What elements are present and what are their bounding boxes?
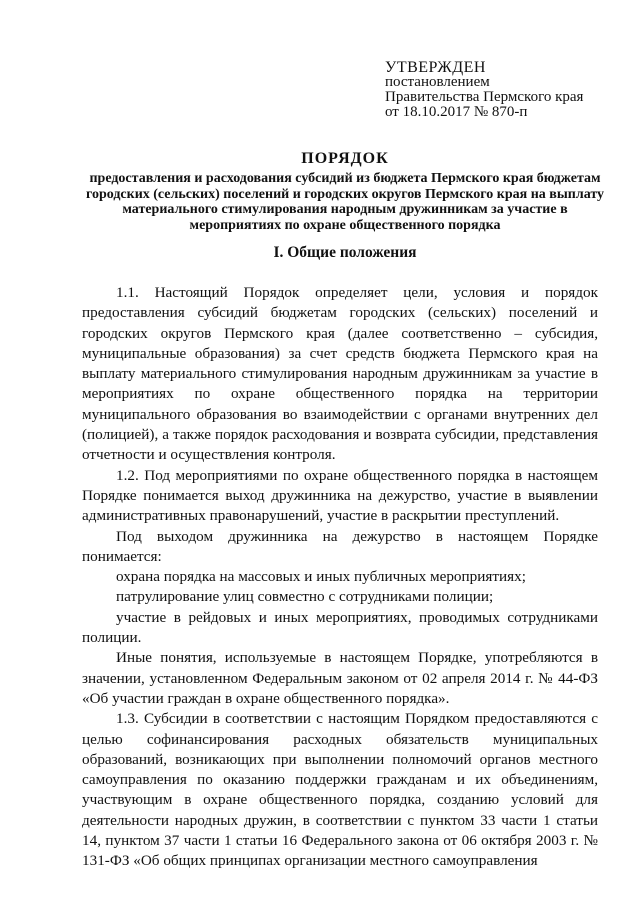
- approval-line-1: постановлением: [385, 74, 490, 90]
- approval-line-2: Правительства Пермского края: [385, 89, 584, 105]
- paragraph-1-2: 1.2. Под мероприятиями по охране общественного порядка в настоящем Порядке понимается выход дружинника на дежурство, участие в выявлении административных правонарушений, участие в раскрытии преступлений.: [82, 466, 598, 525]
- list-item-patrol: патрулирование улиц совместно с сотрудниками полиции;: [116, 588, 494, 606]
- document-subtitle: предоставления и расходования субсидий из бюджета Пермского края бюджетам городских (сельских) поселений и городских округов Пермского края на выплату материального стимулирования народным дружинникам за участие в мероприятиях по охране общественного порядка: [85, 171, 605, 233]
- section-heading: I. Общие положения: [273, 244, 417, 261]
- document-body: [82, 283, 598, 872]
- paragraph-1-1: 1.1. Настоящий Порядок определяет цели, условия и порядок предоставления субсидий бюджетам городских (сельских) поселений и городских округов Пермского края (далее соответственно – субсидия, муниципальные образования) за счет средств бюджета Пермского края на выплату материального стимулирования народным дружинникам за участие в мероприятиях по охране общественного порядка на территории муниципального образования во взаимодействии с органами внутренних дел (полицией), а также порядок расходования и возврата субсидии, представления отчетности и осуществления контроля.: [82, 284, 598, 464]
- paragraph-1-3: 1.3. Субсидии в соответствии с настоящим Порядком предоставляются с целью софинансирования расходных обязательств муниципальных образований, возникающих при выполнении полномочий органов местного самоуправления по оказанию поддержки гражданам и их объединениям, участвующим в охране общественного порядка, созданию условий для деятельности народных дружин, в соответствии с пунктом 33 части 1 статьи 14, пунктом 37 части 1 статьи 16 Федерального закона от 06 октября 2003 г. № 131-ФЗ «Об общих принципах организации местного самоуправления: [82, 710, 598, 870]
- paragraph-other-terms: Иные понятия, используемые в настоящем Порядке, употребляются в значении, установленном Федеральным законом от 02 апреля 2014 г. № 44-ФЗ «Об участии граждан в охране общественного порядка».: [82, 649, 598, 707]
- approval-stamp: УТВЕРЖДЕН: [385, 59, 486, 76]
- paragraph-duty-definition: Под выходом дружинника на дежурство в настоящем Порядке понимается:: [82, 527, 598, 565]
- approval-block: [385, 60, 625, 120]
- approval-line-3: от 18.10.2017 № 870-п: [385, 104, 528, 120]
- list-item-public-events: охрана порядка на массовых и иных публичных мероприятиях;: [116, 568, 526, 586]
- document-title: ПОРЯДОК: [301, 150, 389, 167]
- list-item-raids: участие в рейдовых и иных мероприятиях, проводимых сотрудниками полиции.: [82, 608, 598, 647]
